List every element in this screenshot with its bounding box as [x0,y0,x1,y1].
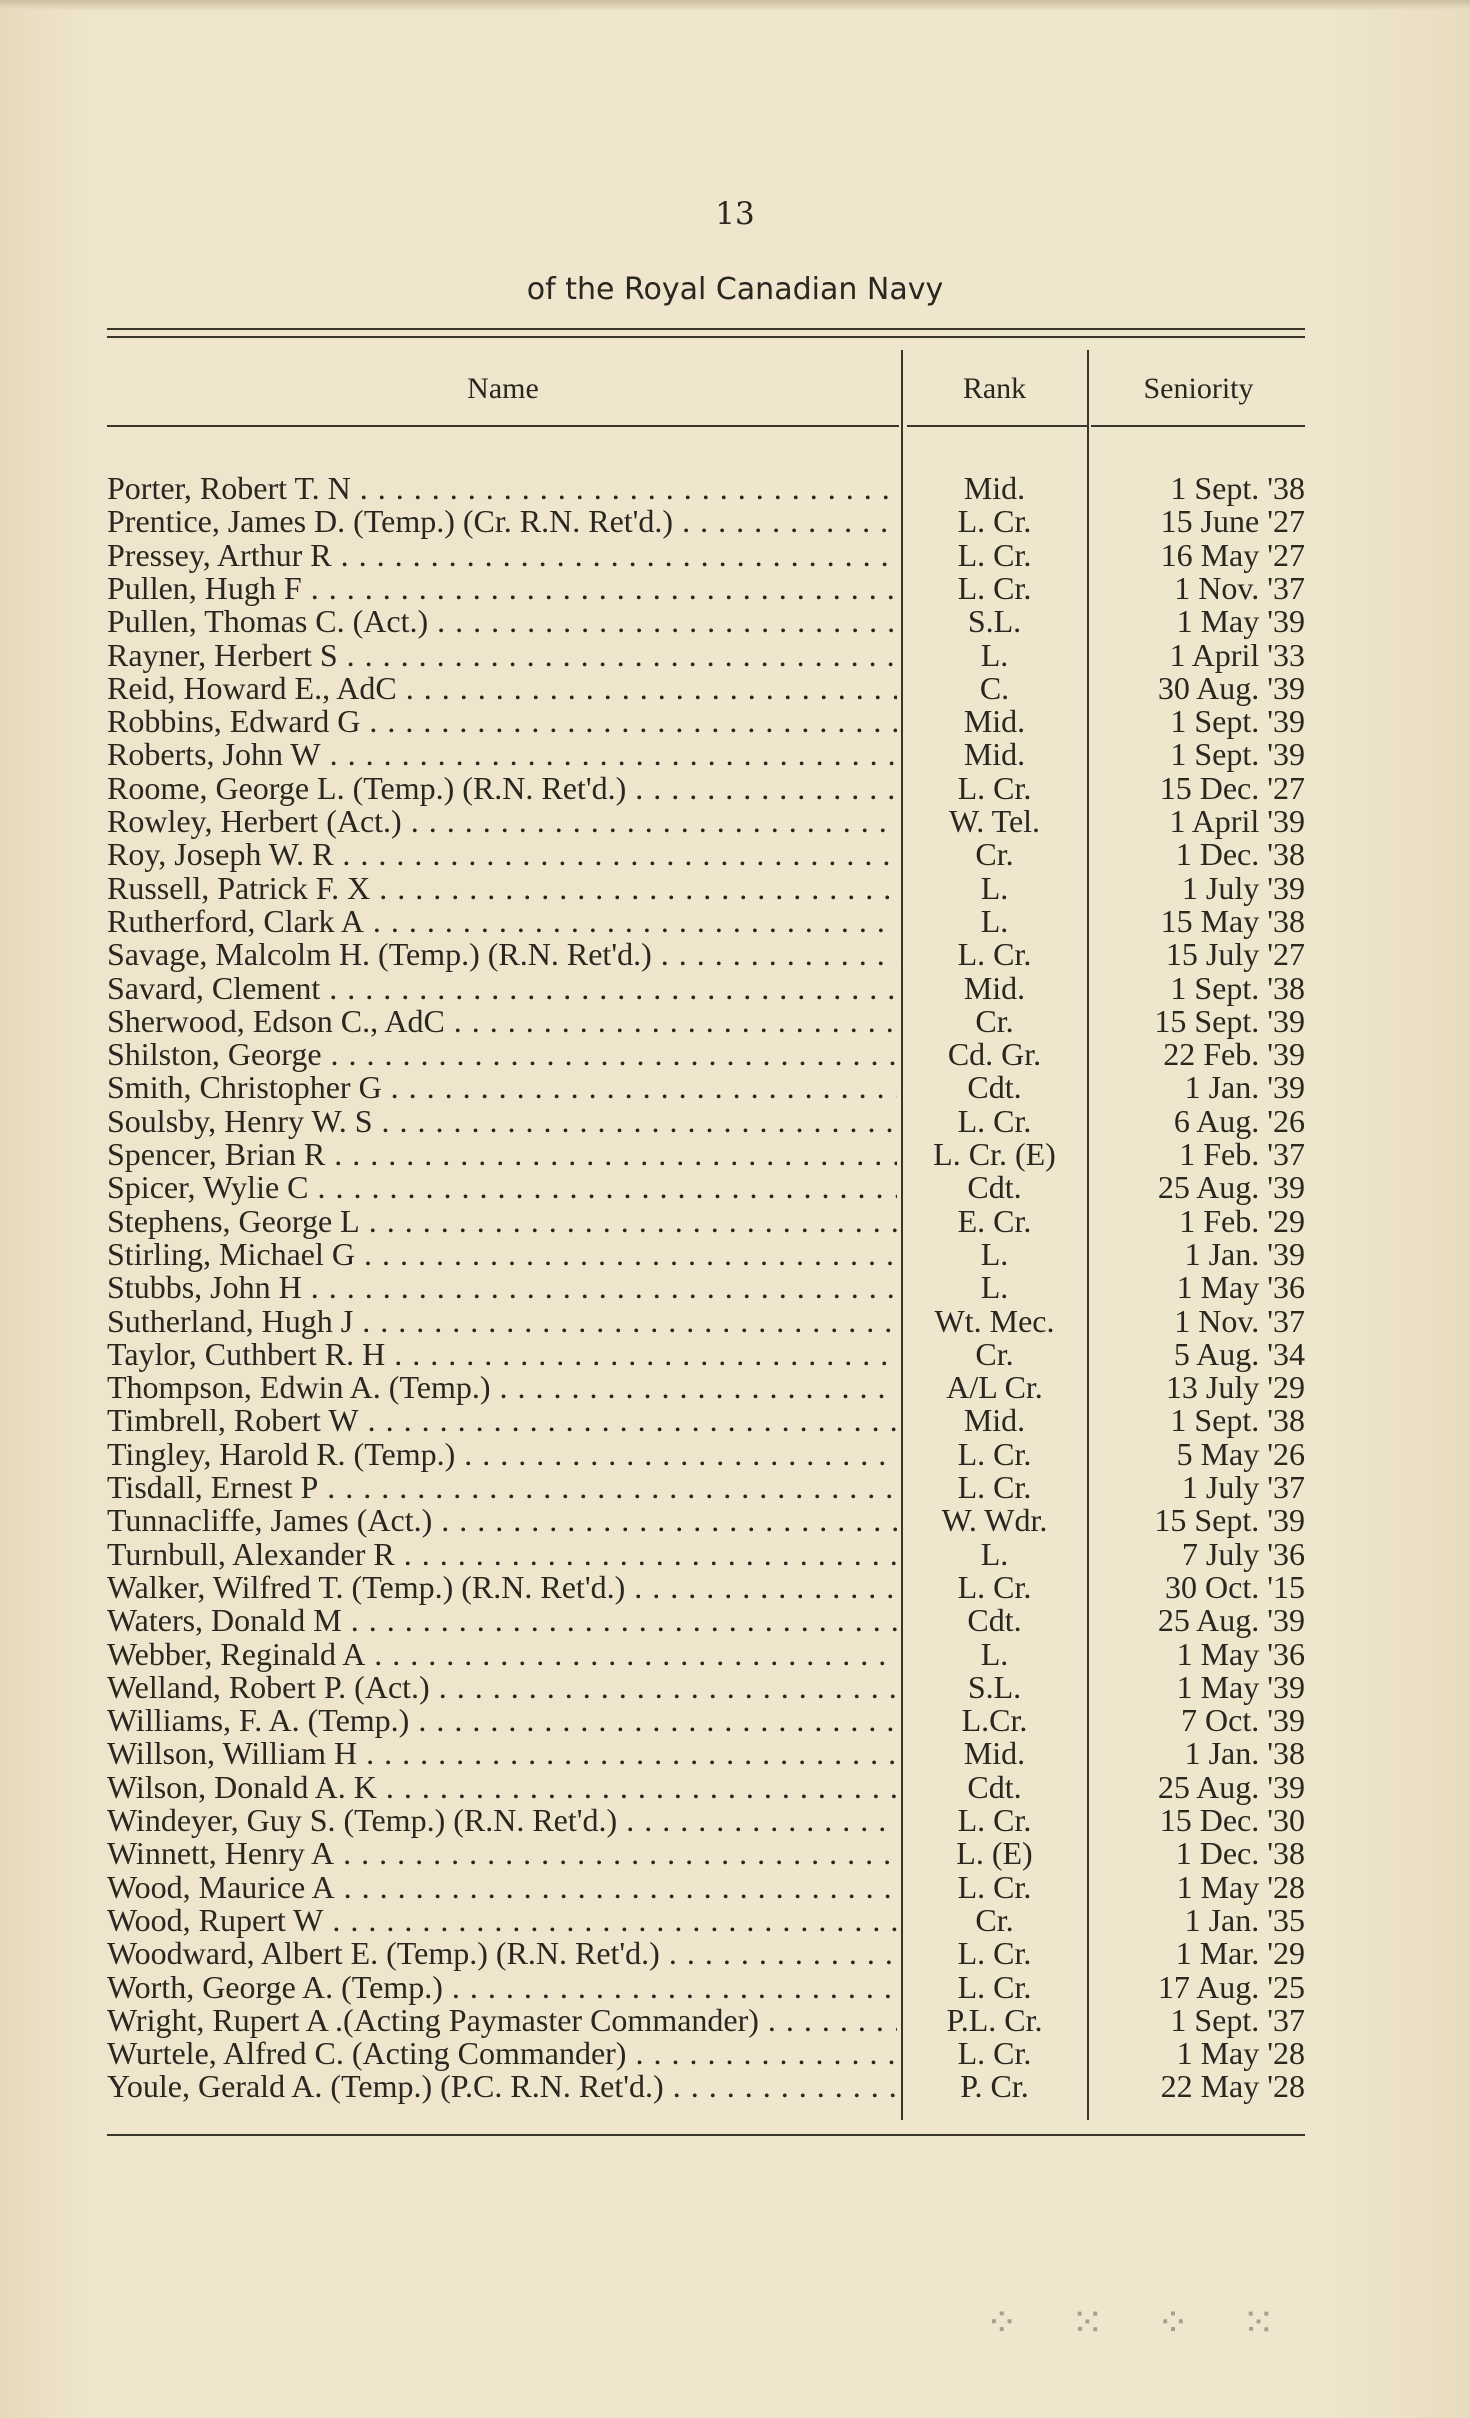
officer-name: Sutherland, Hugh J . . . [107,1303,897,1340]
officer-seniority: 1 Sept. '39 [1170,736,1305,773]
table-row [0,1901,1470,1938]
table-row [0,869,1470,906]
officer-rank: Cr. [975,1335,1014,1372]
table-row [0,1235,1470,1272]
officer-name: Pressey, Arthur R . . . [107,537,897,574]
table-row [0,1269,1470,1306]
officer-seniority: 16 May '27 [1160,536,1305,573]
table-row [0,769,1470,806]
officer-seniority: 1 May '39 [1176,603,1305,640]
table-row [0,2068,1470,2105]
officer-rank: Wt. Mec. [934,1302,1055,1339]
officer-name: Pullen, Hugh F . . . [107,570,897,607]
table-row [0,1136,1470,1172]
officer-seniority: 1 Jan. '39 [1184,1069,1305,1106]
officer-rank: L. (E) [956,1835,1033,1872]
officer-seniority: 1 May '28 [1176,2035,1305,2072]
table-row [0,1535,1470,1572]
officer-seniority: 1 Feb. '37 [1179,1136,1305,1172]
officer-name: Woodward, Albert E. (Temp.) (R.N. Ret'd.) . . . [107,1935,897,1972]
table-row [0,1568,1470,1605]
table-row [0,703,1470,740]
table-row [0,1169,1470,1206]
officer-seniority: 1 May '36 [1176,1635,1305,1672]
column-header-seniority: Seniority [1143,372,1254,405]
officer-name: Turnbull, Alexander R . . . [107,1536,897,1573]
table-row [0,1369,1470,1406]
header-underline-seniority [1091,425,1305,427]
officer-name: Wright, Rupert A .(Acting Paymaster Commander) . . . [107,2002,897,2039]
top-rule-1 [107,328,1305,330]
table-row [0,636,1470,673]
officer-name: Wurtele, Alfred C. (Acting Commander) . . . [107,2035,897,2072]
table-row [0,1868,1470,1905]
officer-seniority: 1 Feb. '29 [1179,1202,1305,1239]
officer-rank: L. Cr. [957,1435,1032,1472]
officer-rank: Cd. Gr. [947,1036,1042,1073]
column-header-rank: Rank [962,372,1027,405]
table-row [0,1002,1470,1039]
officer-seniority: 1 Jan. '38 [1184,1735,1305,1772]
officer-name: Wood, Maurice A . . . [107,1869,897,1906]
table-row [0,803,1470,839]
officer-seniority: 1 Sept. '37 [1170,2001,1305,2038]
officer-rank: Mid. [963,470,1026,506]
officer-name: Roy, Joseph W. R . . . [107,836,897,873]
table-row [0,1935,1470,1972]
officer-rank: L. [980,1269,1009,1306]
officer-rank: L.Cr. [961,1702,1028,1739]
officer-seniority: 1 July '39 [1181,869,1305,906]
officer-seniority: 25 Aug. '39 [1157,1169,1305,1206]
officer-name: Smith, Christopher G . . . [107,1069,897,1106]
table-row [0,1602,1470,1639]
officer-seniority: 5 May '26 [1176,1435,1305,1472]
officer-name: Walker, Wilfred T. (Temp.) (R.N. Ret'd.) . . . [107,1569,897,1606]
officer-seniority: 1 May '36 [1176,1269,1305,1306]
table-row [0,1335,1470,1372]
officer-name: Windeyer, Guy S. (Temp.) (R.N. Ret'd.) . . . [107,1802,897,1839]
officer-seniority: 15 June '27 [1160,503,1305,540]
officer-name: Youle, Gerald A. (Temp.) (P.C. R.N. Ret'd.) . . . [107,2068,897,2105]
officer-seniority: 15 Dec. '30 [1159,1802,1305,1838]
officer-rank: Cr. [975,1002,1014,1039]
table-row [0,1102,1470,1139]
table-row [0,1802,1470,1838]
table-row [0,1036,1470,1073]
officer-rank: Mid. [963,703,1026,740]
officer-seniority: 1 April '33 [1169,636,1305,673]
officer-rank: Cdt. [967,1169,1022,1206]
officer-rank: W. Wdr. [941,1502,1048,1539]
officer-name: Spencer, Brian R . . . [107,1136,897,1173]
officer-name: Webber, Reginald A . . . [107,1636,897,1673]
officer-seniority: 22 Feb. '39 [1163,1036,1305,1073]
table-row [0,1469,1470,1505]
table-row [0,1668,1470,1705]
officer-rank: S.L. [967,1668,1022,1705]
table-row [0,1635,1470,1672]
table-row [0,1302,1470,1339]
table-row [0,1835,1470,1872]
officer-seniority: 1 Dec. '38 [1175,1835,1305,1872]
officer-rank: S.L. [967,603,1022,640]
table-row [0,1968,1470,2005]
officer-name: Savard, Clement . . . [107,970,897,1007]
officer-seniority: 15 Dec. '27 [1159,769,1305,806]
officer-seniority: 1 Jan. '35 [1184,1901,1305,1938]
officer-name: Sherwood, Edson C., AdC . . . [107,1003,897,1040]
officer-rank: L. Cr. [957,1568,1032,1605]
footer-stamp: ⁘ ⁙ ⁘ ⁙ [985,2300,1290,2346]
officer-rank: L. Cr. [957,536,1032,573]
officer-seniority: 1 Nov. '37 [1174,1302,1305,1339]
officer-rank: L. Cr. [957,1968,1032,2005]
officer-name: Taylor, Cuthbert R. H . . . [107,1336,897,1373]
officer-rank: L. Cr. [957,569,1032,606]
table-row [0,736,1470,773]
officer-name: Roberts, John W . . . [107,736,897,773]
table-row [0,1502,1470,1539]
table-row [0,1402,1470,1439]
table-row [0,969,1470,1006]
officer-name: Savage, Malcolm H. (Temp.) (R.N. Ret'd.) . . . [107,936,897,973]
officer-rank: Mid. [963,1735,1026,1772]
table-row [0,2001,1470,2038]
officer-rank: L. Cr. [957,1868,1032,1905]
table-row [0,1735,1470,1772]
officer-rank: L. Cr. [957,1102,1032,1139]
officer-rank: L. Cr. [957,1469,1032,1505]
officer-name: Tingley, Harold R. (Temp.) . . . [107,1436,897,1473]
officer-name: Williams, F. A. (Temp.) . . . [107,1702,897,1739]
officer-seniority: 15 Sept. '39 [1154,1502,1305,1539]
page-number: 13 [715,196,755,232]
officer-rank: P. Cr. [960,2068,1029,2105]
table-row [0,1435,1470,1472]
officer-rank: Cdt. [967,1602,1022,1639]
officer-rank: L. Cr. [957,936,1032,973]
officer-name: Russell, Patrick F. X . . . [107,870,897,907]
officer-rank: E. Cr. [957,1202,1032,1239]
officer-rank: L. [980,1235,1009,1272]
officer-seniority: 1 Sept. '39 [1170,703,1305,740]
table-row [0,936,1470,973]
running-head: of the Royal Canadian Navy [526,272,944,307]
officer-seniority: 15 Sept. '39 [1154,1002,1305,1039]
officer-seniority: 22 May '28 [1160,2068,1305,2105]
officer-name: Pullen, Thomas C. (Act.) . . . [107,603,897,640]
officer-rank: L. [980,1535,1009,1572]
officer-name: Shilston, George . . . [107,1036,897,1073]
officer-name: Soulsby, Henry W. S . . . [107,1103,897,1140]
officer-rank: Mid. [963,736,1026,773]
top-rule-2 [107,336,1305,338]
officer-name: Willson, William H . . . [107,1735,897,1772]
officer-seniority: 25 Aug. '39 [1157,1768,1305,1805]
page-top-edge [0,0,1470,10]
officer-rank: L. Cr. [957,1935,1032,1972]
officer-rank: Mid. [963,969,1026,1006]
officer-name: Worth, George A. (Temp.) . . . [107,1969,897,2006]
table-row [0,603,1470,640]
officer-seniority: 7 July '36 [1181,1535,1305,1572]
officer-name: Stubbs, John H . . . [107,1269,897,1306]
table-row [0,1702,1470,1739]
officer-name: Porter, Robert T. N . . . [107,470,897,507]
officer-seniority: 1 Mar. '29 [1175,1935,1305,1972]
officer-name: Roome, George L. (Temp.) (R.N. Ret'd.) . . . [107,770,897,807]
header-underline-rank [907,425,1087,427]
officer-seniority: 5 Aug. '34 [1173,1335,1305,1372]
officer-name: Tisdall, Ernest P . . . [107,1469,897,1506]
officer-rank: A/L Cr. [946,1369,1043,1406]
officer-name: Rayner, Herbert S . . . [107,637,897,674]
officer-name: Winnett, Henry A . . . [107,1835,897,1872]
officer-seniority: 1 May '39 [1176,1668,1305,1705]
officer-name: Waters, Donald M . . . [107,1602,897,1639]
officer-seniority: 1 Sept. '38 [1170,1402,1305,1439]
officer-name: Robbins, Edward G . . . [107,703,897,740]
officer-seniority: 25 Aug. '39 [1157,1602,1305,1639]
officer-rank: L. Cr. [957,503,1032,540]
officer-seniority: 7 Oct. '39 [1181,1702,1305,1739]
column-header-name: Name [467,372,539,405]
table-row [0,1768,1470,1805]
officer-rank: L. Cr. (E) [933,1136,1056,1172]
officer-name: Welland, Robert P. (Act.) . . . [107,1669,897,1706]
officer-seniority: 1 Sept. '38 [1170,969,1305,1006]
officer-rank: Cdt. [967,1069,1022,1106]
officer-name: Spicer, Wylie C . . . [107,1169,897,1206]
officer-name: Rutherford, Clark A . . . [107,903,897,940]
officer-seniority: 30 Aug. '39 [1157,669,1305,706]
table-row [0,536,1470,573]
officer-name: Stephens, George L . . . [107,1203,897,1240]
officer-seniority: 15 May '38 [1160,902,1305,939]
officer-name: Rowley, Herbert (Act.) . . . [107,803,897,840]
table-row [0,503,1470,540]
officer-rank: L. [980,1635,1009,1672]
officer-rank: L. Cr. [957,769,1032,806]
officer-rank: L. [980,636,1009,673]
officer-name: Wilson, Donald A. K . . . [107,1769,897,1806]
officer-rank: L. [980,869,1009,906]
officer-name: Reid, Howard E., AdC . . . [107,670,897,707]
officer-seniority: 1 July '37 [1181,1469,1305,1505]
officer-seniority: 1 May '28 [1176,1868,1305,1905]
officer-rank: C. [979,669,1010,706]
table-row [0,2035,1470,2072]
officer-seniority: 6 Aug. '26 [1173,1102,1305,1139]
officer-rank: Cdt. [967,1768,1022,1805]
table-row [0,470,1470,506]
officer-name: Tunnacliffe, James (Act.) . . . [107,1502,897,1539]
officer-name: Timbrell, Robert W . . . [107,1402,897,1439]
officer-seniority: 1 Sept. '38 [1170,470,1305,506]
officer-seniority: 17 Aug. '25 [1157,1968,1305,2005]
bottom-rule [107,2134,1305,2136]
officer-rank: W. Tel. [948,803,1041,839]
officer-seniority: 15 July '27 [1165,936,1305,973]
officer-name: Stirling, Michael G . . . [107,1236,897,1273]
officer-name: Thompson, Edwin A. (Temp.) . . . [107,1369,897,1406]
table-row [0,902,1470,939]
officer-seniority: 1 Dec. '38 [1175,836,1305,873]
officer-seniority: 30 Oct. '15 [1165,1568,1305,1605]
header-underline-name [107,425,899,427]
officer-rank: Mid. [963,1402,1026,1439]
officer-name: Wood, Rupert W . . . [107,1902,897,1939]
officer-seniority: 1 April '39 [1169,803,1305,839]
officer-rank: P.L. Cr. [946,2001,1043,2038]
officer-seniority: 1 Jan. '39 [1184,1235,1305,1272]
officer-rank: Cr. [975,836,1014,873]
table-row [0,1202,1470,1239]
officer-seniority: 13 July '29 [1165,1369,1305,1406]
officer-name: Prentice, James D. (Temp.) (Cr. R.N. Ret'd.) . . . [107,503,897,540]
table-row [0,1069,1470,1106]
officer-rank: L. Cr. [957,1802,1032,1838]
officer-rank: L. Cr. [957,2035,1032,2072]
table-row [0,569,1470,606]
officer-seniority: 1 Nov. '37 [1174,569,1305,606]
table-row [0,836,1470,873]
table-row [0,669,1470,706]
officer-rank: Cr. [975,1901,1014,1938]
officer-rank: L. [980,902,1009,939]
